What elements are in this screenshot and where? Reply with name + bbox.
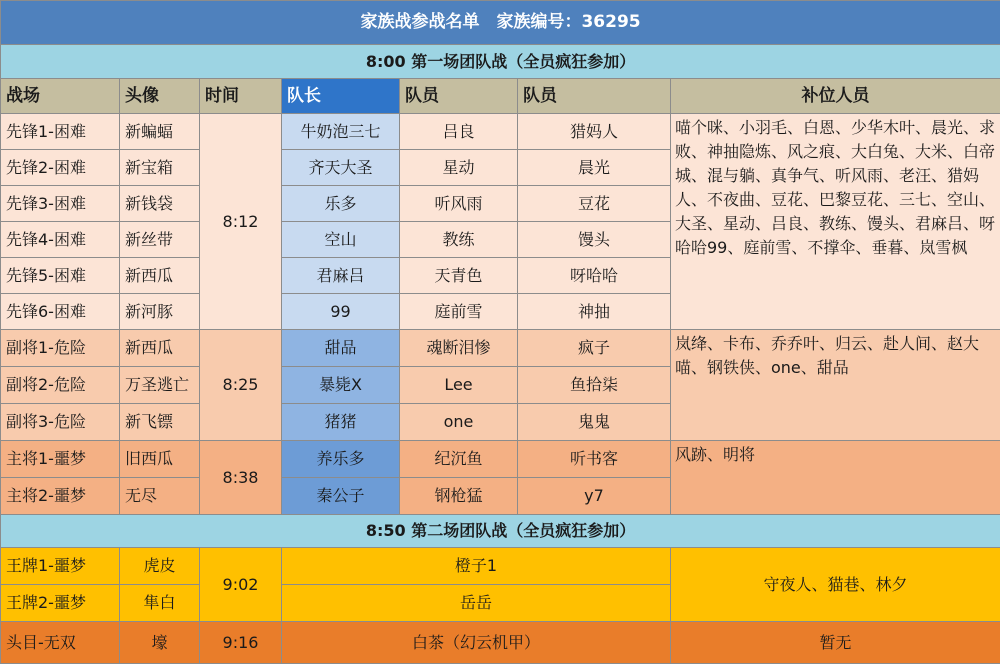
time-cell: 9:16 bbox=[200, 622, 282, 664]
battlefield-cell: 副将3-危险 bbox=[1, 404, 120, 441]
captain-cell: 乐多 bbox=[282, 186, 400, 222]
time-cell: 8:38 bbox=[200, 441, 282, 515]
member-cell: 豆花 bbox=[518, 186, 671, 222]
table-row bbox=[1, 114, 1000, 150]
member-cell: 天青色 bbox=[400, 258, 518, 294]
captain-cell: 牛奶泡三七 bbox=[282, 114, 400, 150]
section-2-header: 8:50 第二场团队战（全员疯狂参加） bbox=[1, 515, 1000, 548]
member-cell: 馒头 bbox=[518, 222, 671, 258]
member-cell: 鬼鬼 bbox=[518, 404, 671, 441]
avatar-cell: 新西瓜 bbox=[120, 258, 200, 294]
substitutes-cell: 暂无 bbox=[671, 622, 1000, 664]
member-cell: 听书客 bbox=[518, 441, 671, 478]
section-1-header: 8:00 第一场团队战（全员疯狂参加） bbox=[1, 45, 1000, 79]
table-row bbox=[1, 548, 1000, 585]
battlefield-cell: 主将2-噩梦 bbox=[1, 478, 120, 515]
header-time: 时间 bbox=[200, 79, 282, 114]
battlefield-cell: 王牌2-噩梦 bbox=[1, 585, 120, 622]
captain-cell: 99 bbox=[282, 294, 400, 330]
member-cell: 鱼拾柒 bbox=[518, 367, 671, 404]
member-cell: 星动 bbox=[400, 150, 518, 186]
table-row bbox=[1, 441, 1000, 478]
header-avatar: 头像 bbox=[120, 79, 200, 114]
battlefield-cell: 副将2-危险 bbox=[1, 367, 120, 404]
battlefield-cell: 头目-无双 bbox=[1, 622, 120, 664]
captain-cell: 养乐多 bbox=[282, 441, 400, 478]
member-cell: y7 bbox=[518, 478, 671, 515]
header-member-2: 队员 bbox=[518, 79, 671, 114]
captain-cell: 空山 bbox=[282, 222, 400, 258]
battlefield-cell: 副将1-危险 bbox=[1, 330, 120, 367]
captain-cell: 暴毙X bbox=[282, 367, 400, 404]
captain-cell: 猪猪 bbox=[282, 404, 400, 441]
battlefield-cell: 王牌1-噩梦 bbox=[1, 548, 120, 585]
member-cell: 听风雨 bbox=[400, 186, 518, 222]
table-row bbox=[1, 330, 1000, 367]
avatar-cell: 旧西瓜 bbox=[120, 441, 200, 478]
battlefield-cell: 先锋4-困难 bbox=[1, 222, 120, 258]
substitutes-cell: 喵个咪、小羽毛、白恩、少华木叶、晨光、求败、神抽隐炼、风之痕、大白兔、大米、白帝城、混与躺、真争气、听风雨、老汪、猎妈人、不夜曲、豆花、巴黎豆花、三七、空山、大圣、星动、吕良、教练、馒头、君麻吕、呀哈哈99、庭前雪、不撑伞、垂暮、岚雪枫 bbox=[671, 114, 1000, 330]
header-member-1: 队员 bbox=[400, 79, 518, 114]
avatar-cell: 新钱袋 bbox=[120, 186, 200, 222]
member-cell: 晨光 bbox=[518, 150, 671, 186]
avatar-cell: 万圣逃亡 bbox=[120, 367, 200, 404]
captain-cell: 齐天大圣 bbox=[282, 150, 400, 186]
member-cell: 猎妈人 bbox=[518, 114, 671, 150]
avatar-cell: 新宝箱 bbox=[120, 150, 200, 186]
member-cell: 吕良 bbox=[400, 114, 518, 150]
battlefield-cell: 先锋3-困难 bbox=[1, 186, 120, 222]
battlefield-cell: 先锋6-困难 bbox=[1, 294, 120, 330]
substitutes-cell: 风跡、明将 bbox=[671, 441, 1000, 515]
page-title: 家族战参战名单 家族编号：36295 bbox=[1, 1, 1000, 45]
substitutes-cell: 岚绛、卡布、乔乔叶、归云、赴人间、赵大喵、钢铁侠、one、甜品 bbox=[671, 330, 1000, 441]
member-cell: Lee bbox=[400, 367, 518, 404]
avatar-cell: 新西瓜 bbox=[120, 330, 200, 367]
team-cell: 白茶（幻云机甲） bbox=[282, 622, 671, 664]
battlefield-cell: 先锋1-困难 bbox=[1, 114, 120, 150]
battlefield-cell: 先锋2-困难 bbox=[1, 150, 120, 186]
avatar-cell: 壕 bbox=[120, 622, 200, 664]
time-cell: 9:02 bbox=[200, 548, 282, 622]
avatar-cell: 新丝带 bbox=[120, 222, 200, 258]
avatar-cell: 新河豚 bbox=[120, 294, 200, 330]
avatar-cell: 新蝙蝠 bbox=[120, 114, 200, 150]
time-cell: 8:25 bbox=[200, 330, 282, 441]
avatar-cell: 隼白 bbox=[120, 585, 200, 622]
member-cell: 教练 bbox=[400, 222, 518, 258]
header-captain: 队长 bbox=[282, 79, 400, 114]
header-battlefield: 战场 bbox=[1, 79, 120, 114]
battlefield-cell: 先锋5-困难 bbox=[1, 258, 120, 294]
avatar-cell: 新飞镖 bbox=[120, 404, 200, 441]
member-cell: 神抽 bbox=[518, 294, 671, 330]
member-cell: 魂断泪惨 bbox=[400, 330, 518, 367]
substitutes-cell: 守夜人、猫巷、林夕 bbox=[671, 548, 1000, 622]
table-row bbox=[1, 622, 1000, 664]
member-cell: 庭前雪 bbox=[400, 294, 518, 330]
avatar-cell: 虎皮 bbox=[120, 548, 200, 585]
member-cell: 呀哈哈 bbox=[518, 258, 671, 294]
member-cell: one bbox=[400, 404, 518, 441]
captain-cell: 君麻吕 bbox=[282, 258, 400, 294]
member-cell: 疯子 bbox=[518, 330, 671, 367]
avatar-cell: 无尽 bbox=[120, 478, 200, 515]
header-substitutes: 补位人员 bbox=[671, 79, 1000, 114]
time-cell: 8:12 bbox=[200, 114, 282, 330]
team-cell: 岳岳 bbox=[282, 585, 671, 622]
battlefield-cell: 主将1-噩梦 bbox=[1, 441, 120, 478]
captain-cell: 甜品 bbox=[282, 330, 400, 367]
member-cell: 纪沉鱼 bbox=[400, 441, 518, 478]
captain-cell: 秦公子 bbox=[282, 478, 400, 515]
team-cell: 橙子1 bbox=[282, 548, 671, 585]
member-cell: 钢枪猛 bbox=[400, 478, 518, 515]
